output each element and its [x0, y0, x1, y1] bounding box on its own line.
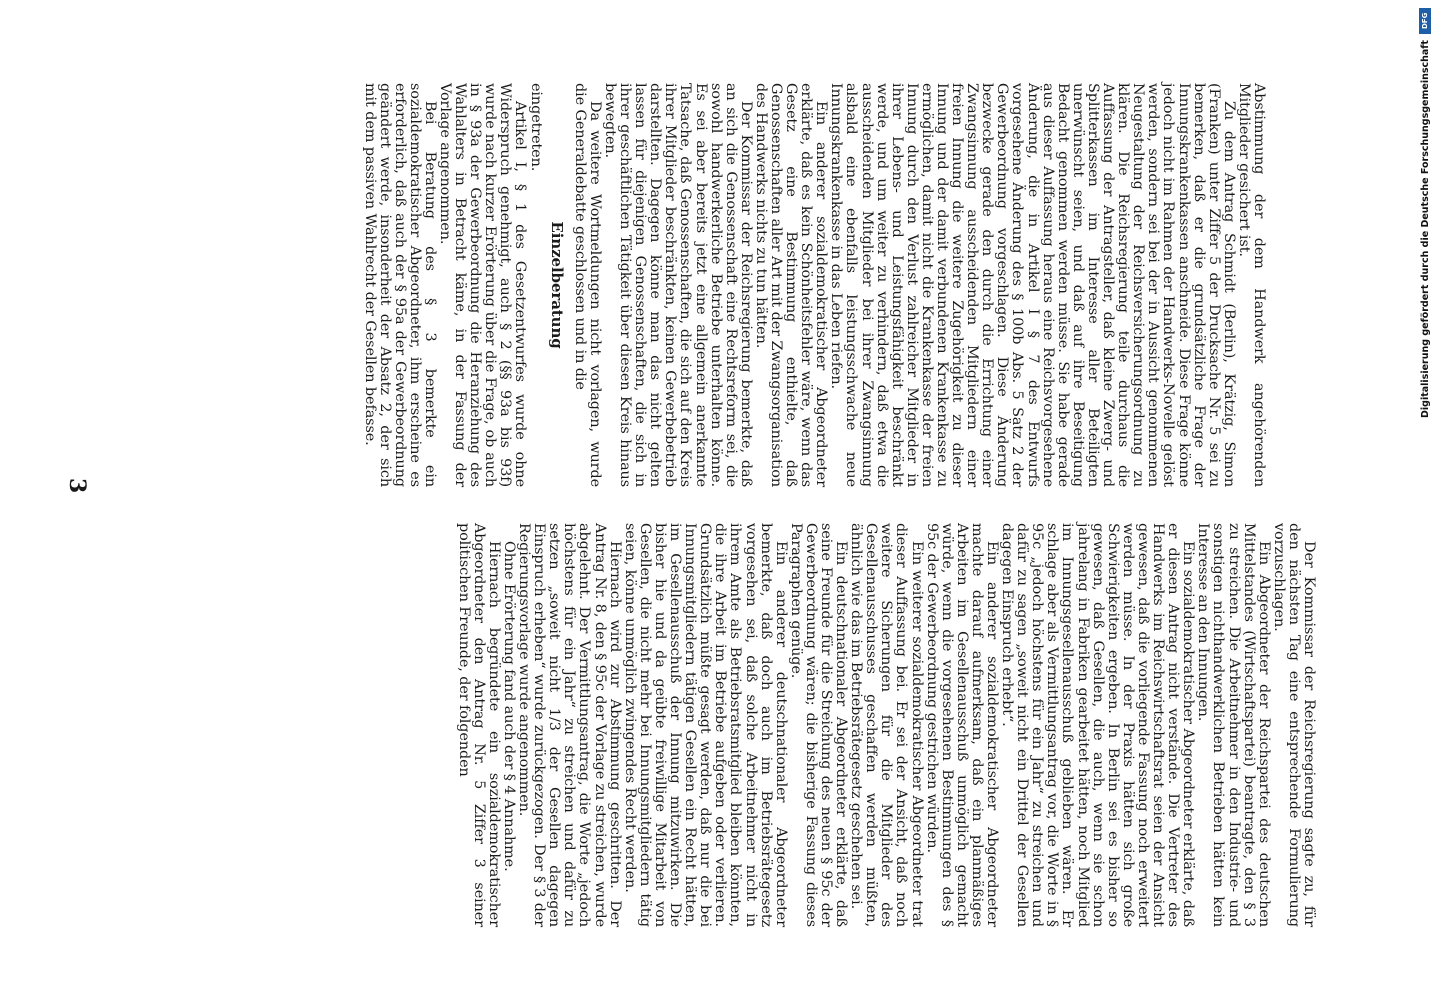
paragraph: Hiernach wird zur Abstimmung geschritten. Der Antrag Nr. 8, den § 95c der Vorlage zu streichen, wurde abgelehnt. Der Vermittlungsantrag, die Worte „jedoch höchstens für ein Jahr“ zu streichen und dafür zu setzen „soweit nicht 1/3 der Gesellen dagegen Einspruch erheben“ wurde zurückgezogen. Der § 3 der Regierungsvorlage wurde angenommen. — [516, 523, 623, 927]
paragraph: Ein sozialdemokratischer Abgeordneter erklärte, daß er diesen Antrag nicht verstände. Die Vertreter des Handwerks im Reichswirtschaftsrat seien der Ansicht gewesen, daß die vorliegende Fassung noch erweitert werden müsse. In der Praxis hätten sich große Schwierigkeiten ergeben. In Berlin sei es bisher so gewesen, daß Gesellen, die auch, wenn sie schon jahrelang in Fabriken gearbeitet hätten, noch Mitglied im Innungsgesellenausschuß geblieben wären. Er schlage aber als Vermittlungsantrag vor, die Worte in § 95c „jedoch höchstens für ein Jahr“ zu streichen und dafür zu sagen „soweit nicht ein Drittel der Gesellen dagegen Einspruch erhebt“. — [999, 523, 1197, 927]
left-paragraphs-after — [361, 83, 542, 487]
paragraph: Zu dem Antrag Schmidt (Berlin), Krätzig, Simon (Franken) unter Ziffer 5 der Drucksache Nr. 5 sei zu bemerken, daß er die grundsätzliche Frage der Innungskrankenkassen anschneide. Diese Frage könne jedoch nicht im Rahmen der Handwerks-Novelle gelöst werden, sondern sei bei der in Aussicht genommenen Neugestaltung der Reichsversicherungsordnung zu klären. Die Reichsregierung teile durchaus die Auffassung der Antragsteller, daß kleine Zwerg- und Splitterkassen im Interesse aller Beteiligten unerwünscht seien, und daß auf ihre Beseitigung Bedacht genommen werden müsse. Sie habe gerade aus dieser Auffassung heraus eine Reichsvorgesehene Änderung, die in Artikel I § 7 des Entwurfs vorgesehene Änderung des § 100b Abs. 5 Satz 2 der Gewerbeordnung vorgeschlagen. Diese Änderung bezwecke gerade den durch die Errichtung einer Zwangsinnung ausscheidenden Mitgliedern einer freien Innung die weitere Zugehörigkeit zu dieser Innung und der damit verbundenen Krankenkasse zu ermöglichen, damit nicht die Krankenkasse der freien Innung durch den Verlust zahlreicher Mitglieder in ihrer Lebens- und Leistungsfähigkeit beschränkt werde, und um weiter zu verhindern, daß etwa die ausscheidenden Mitglieder bei ihrer Zwangsinnung alsbald eine ebenfalls leistungsschwache neue Innungskrankenkasse in das Leben riefen. — [828, 83, 1237, 487]
section-heading: Einzelberatung — [547, 221, 566, 349]
paragraph: Ein anderer sozialdemokratischer Abgeordneter erklärte, daß es kein Schönheitsfehler wäre, wenn das Gesetz eine Bestimmung enthielte, daß Genossenschaften aller Art mit der Zwangsorganisation des Handwerks nichts zu tun hätten. — [752, 83, 830, 487]
paragraph: Ein Abgeordneter der Reichspartei des deutschen Mittelstandes (Wirtschaftspartei) beantragte, den § 3 zu streichen. Die Arbeitnehmer in den Industrie- und sonstigen nichthandwerklichen Betrieben hätten kein Interesse an den Innungen. — [1195, 523, 1272, 927]
left-paragraphs — [572, 83, 1266, 487]
page-number: 3 — [64, 478, 90, 494]
right-paragraphs — [456, 523, 1316, 927]
text-column-right — [456, 523, 1316, 927]
paragraph: Der Kommissar der Reichsregierung bemerkte, daß an sich die Genossenschaft eine Rechtsreform sei, die sowohl handwerkerliche Betriebe unterhalten könne. Es sei aber bereits jetzt eine allgemein anerkannte Tatsache, daß Genossenschaften, die sich auf den Kreis ihrer Mitglieder beschränkten, keinen Gewerbebetrieb darstellten. Dagegen könne man das nicht gelten lassen für diejenigen Genossenschaften, die sich in ihrer geschäftlichen Tätigkeit über diesen Kreis hinaus bewegten. — [601, 83, 754, 487]
paragraph: eingetreten. — [527, 83, 544, 172]
paragraph: Bei Beratung des § 3 bemerkte ein sozialdemokratischer Abgeordneter, ihm erscheine es erforderlich, daß auch der § 95a der Gewerbeordnung geändert werde, insonderheit der Absatz 2, der sich mit dem passiven Wahlrecht der Gesellen befasse. — [361, 83, 438, 487]
text-column-left — [361, 83, 1266, 487]
paragraph: Abstimmung der dem Handwerk angehörenden Mitglieder gesichert ist. — [1235, 83, 1267, 487]
paragraph: Da weitere Wortmeldungen nicht vorlagen, wurde die Generaldebatte geschlossen und in die — [571, 83, 603, 487]
paragraph: Der Kommissar der Reichsregierung sagte zu, für den nächsten Tag eine entsprechende Formulierung vorzuschlagen. — [1270, 523, 1317, 927]
paragraph: Ein weiterer sozialdemokratischer Abgeordneter trat dieser Auffassung bei. Er sei der Ansicht, daß noch weitere Sicherungen für die Mitglieder des Gesellenausschusses geschaffen werden müßten, ähnlich wie das im Betriebsrätegesetz geschehen sei. — [848, 523, 925, 927]
dfg-logo: DFG — [1419, 8, 1431, 34]
paragraph: Ein anderer deutschnationaler Abgeordneter bemerkte, daß doch auch im Betriebsrätegesetz vorgesehen sei, daß solche Arbeitnehmer nicht in ihrem Amte als Betriebsratsmitglied bleiben könnten, die ihre Arbeit im Betriebe aufgeben oder verlieren. Grundsätzlich müßte gesagt werden, daß nur die bei Innungsmitgliedern tätigen Gesellen ein Recht hätten, im Gesellenausschuß der Innung mitzuwirken. Die bisher hie und da geübte freiwillige Mitarbeit von Gesellen, die nicht mehr bei Innungsmitgliedern tätig seien, könne unmöglich zwingendes Recht werden. — [621, 523, 789, 927]
funding-footer: Digitalisierung gefördert durch die Deutsche Forschungsgemeinschaft — [1420, 40, 1431, 418]
paragraph: Hiernach begründete ein sozialdemokratischer Abgeordneter den Antrag Nr. 5 Ziffer 3 seiner politischen Freunde, der folgenden — [455, 523, 502, 927]
paragraph: Ohne Erörterung fand auch der § 4 Annahme. — [501, 541, 518, 872]
paragraph: Artikel I, § 1 des Gesetzentwurfes wurde ohne Widerspruch genehmigt, auch § 2 (§§ 93a bis 93f) wurde nach kurzer Erörterung über die Frage, ob auch in § 93a der Gewerbeordnung die Heranziehung des Wahlalters in Betracht käme, in der Fassung der Vorlage angenommen. — [437, 83, 529, 487]
paragraph: Ein deutschnationaler Abgeordneter erklärte, daß seine Freunde für die Streichung des neuen § 95c der Gewerbeordnung wären; die bisherige Fassung dieses Paragraphen genüge. — [787, 523, 850, 927]
paragraph: Ein anderer sozialdemokratischer Abgeordneter machte darauf aufmerksam, daß ein planmäßiges Arbeiten im Gesellenausschuß unmöglich gemacht würde, wenn die vorgesehenen Bestimmungen des § 95c der Gewerbeordnung gestrichen würden. — [923, 523, 1001, 927]
